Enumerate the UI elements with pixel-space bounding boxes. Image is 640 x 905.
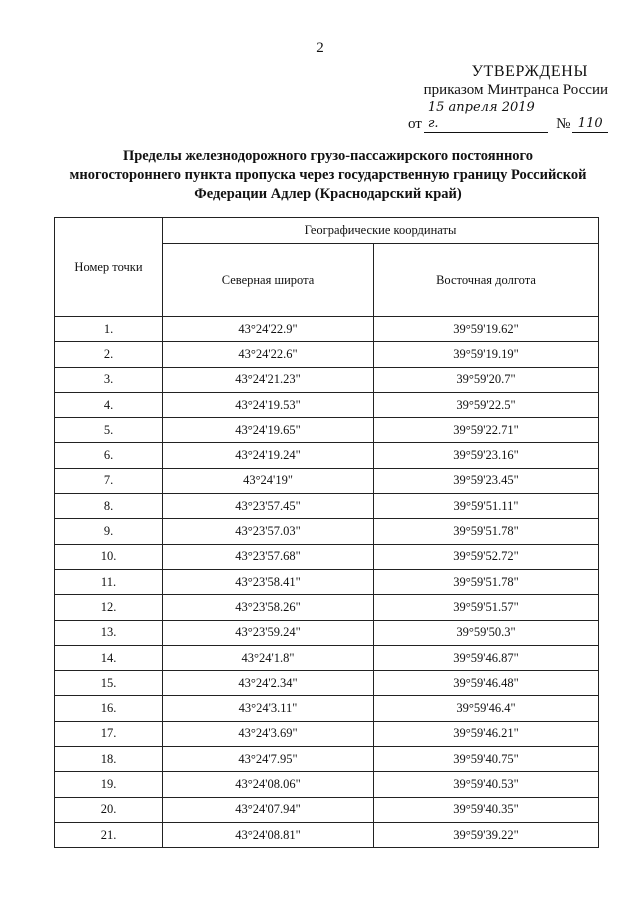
point-number-cell: 6. (55, 443, 163, 468)
point-number-cell: 15. (55, 671, 163, 696)
point-number-cell: 3. (55, 367, 163, 392)
point-number-cell: 1. (55, 317, 163, 342)
table-row (55, 367, 599, 392)
point-number-cell: 10. (55, 544, 163, 569)
table-row (55, 392, 599, 417)
latitude-cell: 43°24'19.24" (163, 443, 374, 468)
point-number-cell: 18. (55, 747, 163, 772)
table-row (55, 468, 599, 493)
latitude-cell: 43°24'07.94" (163, 797, 374, 822)
latitude-cell: 43°24'19.53" (163, 392, 374, 417)
table-row (55, 443, 599, 468)
point-number-cell: 9. (55, 519, 163, 544)
point-number-cell: 19. (55, 772, 163, 797)
longitude-cell: 39°59'46.4" (374, 696, 599, 721)
longitude-cell: 39°59'19.62" (374, 317, 599, 342)
table-row (55, 822, 599, 847)
table-row (55, 544, 599, 569)
table-row (55, 620, 599, 645)
point-number-cell: 7. (55, 468, 163, 493)
latitude-cell: 43°24'22.6" (163, 342, 374, 367)
longitude-cell: 39°59'23.45" (374, 468, 599, 493)
longitude-cell: 39°59'40.53" (374, 772, 599, 797)
handwritten-date: 15 апреля 2019 г. (424, 100, 548, 133)
table-row (55, 494, 599, 519)
latitude-cell: 43°24'3.69" (163, 721, 374, 746)
coordinates-table (54, 217, 599, 848)
longitude-cell: 39°59'46.87" (374, 645, 599, 670)
longitude-cell: 39°59'22.71" (374, 418, 599, 443)
latitude-cell: 43°23'57.45" (163, 494, 374, 519)
point-number-cell: 5. (55, 418, 163, 443)
longitude-cell: 39°59'39.22" (374, 822, 599, 847)
date-prefix: от (408, 116, 422, 132)
point-number-cell: 12. (55, 595, 163, 620)
latitude-cell: 43°23'58.41" (163, 569, 374, 594)
handwritten-order-number: 110 (572, 116, 608, 133)
latitude-cell: 43°24'21.23" (163, 367, 374, 392)
table-row (55, 696, 599, 721)
longitude-cell: 39°59'40.35" (374, 797, 599, 822)
approval-date-line (408, 100, 608, 133)
table-row (55, 671, 599, 696)
longitude-cell: 39°59'51.78" (374, 569, 599, 594)
approval-order-line: приказом Минтранса России (423, 82, 608, 98)
header-point-number: Номер точки (55, 218, 163, 317)
longitude-cell: 39°59'51.11" (374, 494, 599, 519)
longitude-cell: 39°59'19.19" (374, 342, 599, 367)
longitude-cell: 39°59'51.78" (374, 519, 599, 544)
approval-block (408, 63, 608, 133)
latitude-cell: 43°23'59.24" (163, 620, 374, 645)
table-row (55, 721, 599, 746)
point-number-cell: 20. (55, 797, 163, 822)
point-number-cell: 11. (55, 569, 163, 594)
point-number-cell: 21. (55, 822, 163, 847)
latitude-cell: 43°24'3.11" (163, 696, 374, 721)
point-number-cell: 4. (55, 392, 163, 417)
longitude-cell: 39°59'23.16" (374, 443, 599, 468)
latitude-cell: 43°24'08.81" (163, 822, 374, 847)
point-number-cell: 17. (55, 721, 163, 746)
latitude-cell: 43°24'1.8" (163, 645, 374, 670)
table-row (55, 595, 599, 620)
latitude-cell: 43°24'7.95" (163, 747, 374, 772)
longitude-cell: 39°59'52.72" (374, 544, 599, 569)
table-row (55, 645, 599, 670)
title-line-3: Федерации Адлер (Краснодарский край) (194, 186, 462, 202)
title-line-1: Пределы железнодорожного грузо-пассажирского постоянного (122, 148, 534, 164)
number-prefix: № (556, 116, 571, 132)
table-row (55, 317, 599, 342)
point-number-cell: 13. (55, 620, 163, 645)
point-number-cell: 14. (55, 645, 163, 670)
point-number-cell: 2. (55, 342, 163, 367)
header-longitude: Восточная долгота (374, 244, 599, 317)
table-row (55, 797, 599, 822)
longitude-cell: 39°59'51.57" (374, 595, 599, 620)
longitude-cell: 39°59'46.48" (374, 671, 599, 696)
table-row (55, 418, 599, 443)
longitude-cell: 39°59'50.3" (374, 620, 599, 645)
point-number-cell: 8. (55, 494, 163, 519)
table-body (55, 317, 599, 848)
latitude-cell: 43°24'08.06" (163, 772, 374, 797)
table-row (55, 747, 599, 772)
table-row (55, 772, 599, 797)
longitude-cell: 39°59'22.5" (374, 392, 599, 417)
latitude-cell: 43°23'58.26" (163, 595, 374, 620)
latitude-cell: 43°24'19" (163, 468, 374, 493)
latitude-cell: 43°23'57.68" (163, 544, 374, 569)
longitude-cell: 39°59'40.75" (374, 747, 599, 772)
table-row (55, 519, 599, 544)
approval-title: УТВЕРЖДЕНЫ (471, 63, 588, 80)
page-number: 2 (316, 40, 324, 56)
header-latitude: Северная широта (163, 244, 374, 317)
header-geo-coordinates: Географические координаты (163, 218, 599, 244)
point-number-cell: 16. (55, 696, 163, 721)
longitude-cell: 39°59'20.7" (374, 367, 599, 392)
title-line-2: многостороннего пункта пропуска через государственную границу Российской (69, 167, 587, 183)
latitude-cell: 43°24'22.9" (163, 317, 374, 342)
latitude-cell: 43°24'19.65" (163, 418, 374, 443)
table-row (55, 342, 599, 367)
table-row (55, 569, 599, 594)
document-title (60, 147, 596, 204)
latitude-cell: 43°24'2.34" (163, 671, 374, 696)
longitude-cell: 39°59'46.21" (374, 721, 599, 746)
latitude-cell: 43°23'57.03" (163, 519, 374, 544)
